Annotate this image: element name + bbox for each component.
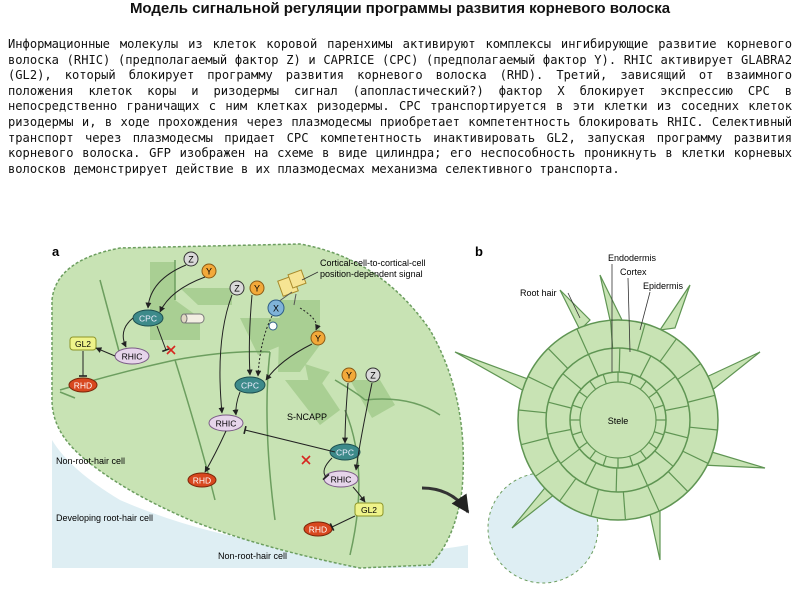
factor-y-mid [250, 281, 264, 295]
label-cortex: Cortex [620, 267, 647, 277]
label-developing-root-hair: Developing root-hair cell [56, 513, 154, 523]
cpc-center [235, 377, 265, 393]
rhd-center [188, 473, 216, 487]
svg-text:RHD: RHD [192, 475, 212, 486]
factor-y-right1 [311, 331, 325, 345]
svg-text:RHD: RHD [308, 524, 328, 535]
signal-label-line2: position-dependent signal [320, 269, 423, 279]
cortex-cell-wall [619, 348, 620, 372]
s-ncapp-label: S-NCAPP [287, 412, 328, 422]
label-epidermis: Epidermis [643, 281, 684, 291]
svg-text:GL2: GL2 [360, 505, 378, 515]
gfp-cylinder-icon [181, 314, 204, 323]
svg-text:Y: Y [314, 333, 322, 344]
panel-b-label: b [475, 244, 483, 259]
label-endodermis: Endodermis [608, 253, 657, 263]
label-non-root-hair-bottom: Non-root-hair cell [218, 551, 288, 561]
rhic-left [115, 348, 149, 364]
factor-y-top [202, 264, 216, 278]
svg-text:RHD: RHD [73, 380, 93, 391]
description-paragraph: Информационные молекулы из клеток коровой паренхимы активируют комплексы ингибирующие развитие корневого волоска (RHIC) (предполагаемый фактор Z) и CAPRICE (CPC) (предполагаемый фактор Y). RHIC активирует GLABRA2 (GL2), который блокирует программу развития корневого волоска (RHD). Третий, зависящий от взаимного положения клеток коры и ризодермы сигнал (апопластический?) фактор X блокирует экспрессию CPC в непосредственно граничащих с ним клетках ризодермы. CPC транспортируется в эти клетки из соседних клеток ризодермы и, в ходе прохождения через плазмодесмы приобретает компетентность блокировать RHIC. Селективный транспорт через плазмодесмы придает CPC компетентность инактивировать GL2, запуская программу развития корневого волоска. GFP изображен на схеме в виде цилиндра; его неспособность проникнуть в клетки корневых волосков демонстрирует действие в их плазмодесмах механизма селективного транспорта. [8, 37, 792, 176]
svg-text:Y: Y [253, 283, 261, 294]
svg-text:Y: Y [345, 370, 353, 381]
svg-text:CPC: CPC [336, 447, 354, 458]
factor-y-right2 [342, 368, 356, 382]
rhic-lower [324, 471, 358, 487]
rhd-left [69, 378, 97, 392]
gl2-left [70, 337, 96, 350]
slide-title: Модель сигнальной регуляции программы развития корневого волоска [129, 0, 671, 17]
svg-text:RHIC: RHIC [330, 474, 352, 485]
svg-text:CPC: CPC [241, 380, 259, 391]
svg-text:RHIC: RHIC [121, 351, 143, 362]
svg-text:CPC: CPC [139, 313, 157, 324]
cpc-top [133, 310, 163, 326]
rhd-lower [304, 522, 332, 536]
signal-label-line1: Cortical-cell-to-cortical-cell [320, 258, 426, 268]
label-stele: Stele [607, 416, 629, 426]
factor-z-mid [230, 281, 244, 295]
svg-text:Y: Y [205, 266, 213, 277]
cortex-cell-wall [616, 468, 617, 492]
rhic-center [209, 415, 243, 431]
gl2-lower [355, 503, 383, 516]
svg-text:X: X [272, 303, 280, 314]
panel-a-label: a [52, 244, 60, 259]
label-root-hair: Root hair [520, 288, 557, 298]
label-non-root-hair-left: Non-root-hair cell [56, 456, 126, 466]
svg-text:RHIC: RHIC [215, 418, 237, 429]
svg-text:Z: Z [188, 254, 194, 265]
svg-text:Z: Z [234, 283, 240, 294]
svg-text:Z: Z [370, 370, 376, 381]
factor-z-top [184, 252, 198, 266]
factor-z-right [366, 368, 380, 382]
svg-text:GL2: GL2 [74, 339, 92, 349]
